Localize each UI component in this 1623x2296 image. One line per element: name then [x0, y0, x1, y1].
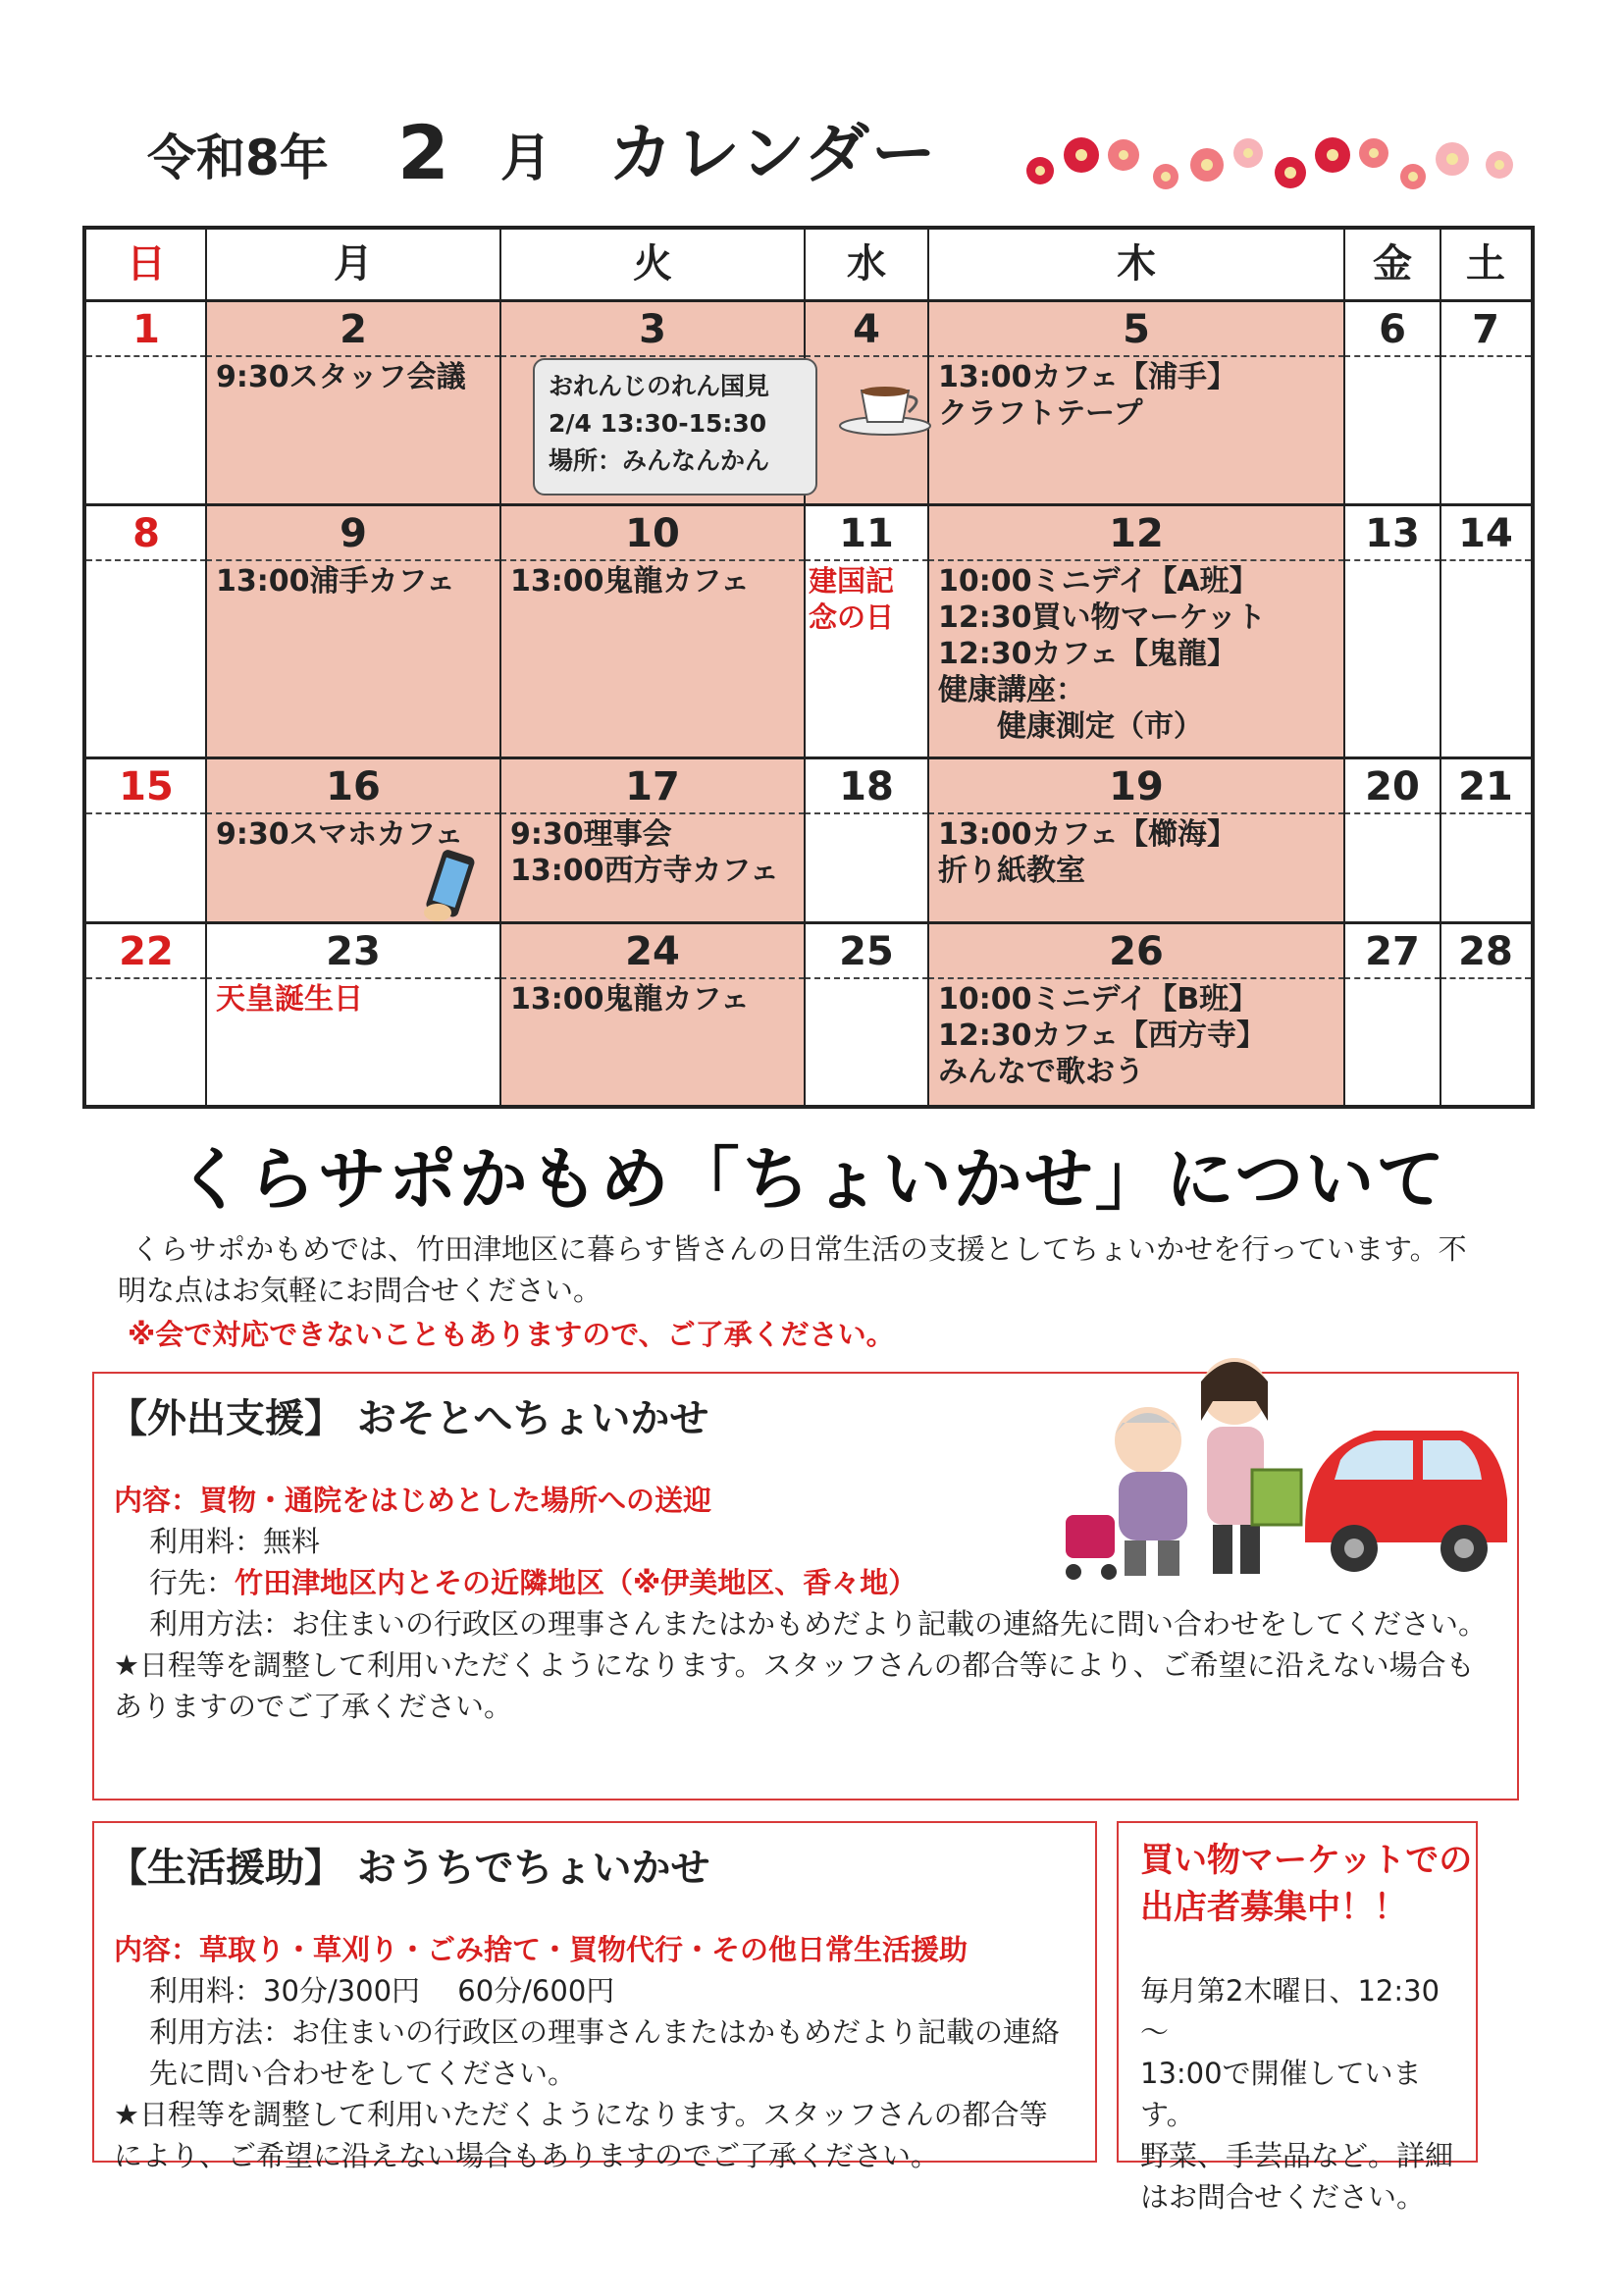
day-number: 15	[86, 757, 206, 814]
day-events: 建国記 念の日	[809, 564, 895, 634]
day-cell	[86, 757, 206, 922]
day-number: 5	[928, 300, 1344, 357]
grid-line	[1440, 230, 1441, 1105]
day-events: 9:30理事会 13:00西方寺カフェ	[510, 817, 779, 888]
day-cell	[1344, 300, 1440, 504]
day-number: 7	[1440, 300, 1531, 357]
day-cell	[928, 757, 1344, 922]
market-recruit-box	[1117, 1821, 1478, 2214]
smartphone-icon	[420, 848, 479, 926]
day-events: 13:00鬼龍カフェ	[510, 982, 750, 1017]
day-cell	[500, 922, 805, 1105]
day-number: 23	[206, 922, 500, 979]
weekday-header: 木	[1117, 241, 1156, 287]
month-number: 2	[397, 109, 449, 196]
weekday-header: 火	[633, 241, 672, 287]
weekday-header: 日	[127, 241, 166, 287]
day-number: 26	[928, 922, 1344, 979]
life-content: 内容：草取り・草刈り・ごみ捨て・買物代行・その他日常生活援助	[114, 1933, 969, 1966]
flower-icon	[1026, 137, 1513, 189]
day-cell	[1440, 504, 1531, 757]
outing-fee: 利用料：無料	[149, 1525, 321, 1558]
day-cell	[805, 922, 928, 1105]
life-fee: 利用料：30分/300円 60分/600円	[149, 1974, 615, 2008]
day-events: 13:00カフェ【浦手】 クラフトテープ	[938, 360, 1236, 431]
page-title: カレンダー	[608, 116, 938, 191]
grid-line	[86, 921, 1531, 924]
outing-content	[114, 1480, 1056, 1521]
outing-heading: 【外出支援】 おそとへちょいかせ	[108, 1396, 709, 1441]
day-cell	[805, 504, 928, 757]
day-cell	[1440, 757, 1531, 922]
day-number: 9	[206, 504, 500, 561]
day-events: 9:30スタッフ会議	[216, 360, 466, 394]
outing-method: 利用方法：お住まいの行政区の理事さんまたはかもめだより記載の連絡先に問い合わせをしてください。	[149, 1607, 1488, 1641]
day-cell	[928, 922, 1344, 1105]
day-cell	[500, 504, 805, 757]
day-cell	[928, 504, 1344, 757]
weekday-header: 月	[334, 241, 373, 287]
life-support-box	[92, 1821, 1097, 2172]
day-number: 18	[805, 757, 928, 814]
day-cell	[500, 757, 805, 922]
day-events: 10:00ミニデイ【A班】 12:30買い物マーケット 12:30カフェ【鬼龍】 健康講座： 健康測定（市）	[938, 564, 1266, 744]
day-number: 21	[1440, 757, 1531, 814]
day-number: 3	[500, 300, 805, 357]
day-events: 13:00カフェ【櫛海】 折り紙教室	[938, 817, 1236, 888]
day-cell	[206, 922, 500, 1105]
life-heading: 【生活援助】 おうちでちょいかせ	[108, 1846, 710, 1891]
day-number: 8	[86, 504, 206, 561]
destination-label: 行先：	[149, 1566, 236, 1599]
grid-line	[927, 230, 929, 1105]
life-details	[114, 1929, 1075, 2176]
day-cell	[86, 922, 206, 1105]
day-cell	[206, 300, 500, 504]
grid-line	[86, 503, 1531, 506]
destination-value: 竹田津地区内とその近隣地区（※伊美地区、香々地）	[235, 1566, 917, 1599]
day-cell	[928, 300, 1344, 504]
day-events: 13:00浦手カフェ	[216, 564, 455, 599]
day-number: 2	[206, 300, 500, 357]
elderly-shopping-car-illustration	[1060, 1332, 1511, 1588]
day-cell	[1344, 922, 1440, 1105]
intro-text: くらサポかもめでは、竹田津地区に暮らす皆さんの日常生活の支援としてちょいかせを行っています。不明な点はお気軽にお問合せください。	[118, 1232, 1467, 1307]
life-star-note: ★日程等を調整して利用いただくようになります。スタッフさんの都合等により、ご希望に沿えない場合もありますのでご了承ください。	[114, 2098, 1048, 2172]
grid-line	[86, 299, 1531, 302]
day-cell	[1440, 300, 1531, 504]
day-cell	[1344, 757, 1440, 922]
day-events: 13:00鬼龍カフェ	[510, 564, 750, 599]
day-number: 10	[500, 504, 805, 561]
day-number: 27	[1344, 922, 1440, 979]
market-heading: 買い物マーケットでの 出店者募集中！！	[1140, 1841, 1473, 1927]
day-number: 11	[805, 504, 928, 561]
day-number: 22	[86, 922, 206, 979]
coffee-cup-icon	[836, 377, 934, 436]
day-number: 19	[928, 757, 1344, 814]
plum-blossom-decoration	[1021, 126, 1531, 204]
day-cell	[86, 300, 206, 504]
day-number: 6	[1344, 300, 1440, 357]
weekday-header: 土	[1466, 241, 1505, 287]
grid-line	[499, 230, 501, 1105]
grid-line	[205, 230, 207, 1105]
day-number: 4	[805, 300, 928, 357]
day-events: 9:30スマホカフェ	[216, 817, 464, 852]
market-body: 毎月第2木曜日、12:30～ 13:00で開催しています。 野菜、手芸品など。詳細 はお問合せください。	[1140, 1974, 1454, 2214]
day-number: 14	[1440, 504, 1531, 561]
outing-star-note: ★日程等を調整して利用いただくようになります。スタッフさんの都合等により、ご希望に沿えない場合もありますのでご了承ください。	[114, 1648, 1475, 1723]
outing-content-line: 内容：買物・通院をはじめとした場所への送迎	[114, 1484, 712, 1517]
day-number: 1	[86, 300, 206, 357]
era-year: 令和8年	[147, 130, 329, 186]
month-unit: 月	[500, 130, 552, 188]
day-number: 20	[1344, 757, 1440, 814]
day-number: 28	[1440, 922, 1531, 979]
day-number: 25	[805, 922, 928, 979]
intro-note: ※会で対応できないこともありますので、ご了承ください。	[128, 1318, 895, 1351]
day-events: 10:00ミニデイ【B班】 12:30カフェ【西方寺】 みんなで歌おう	[938, 982, 1266, 1089]
day-number: 16	[206, 757, 500, 814]
grid-line	[1343, 230, 1345, 1105]
weekday-header: 金	[1373, 241, 1412, 287]
section-title: くらサポかもめ「ちょいかせ」について	[176, 1139, 1447, 1220]
event-callout-bubble: おれんじのれん国見 2/4 13:30-15:30 場所：みんなんかん	[533, 358, 817, 496]
day-number: 12	[928, 504, 1344, 561]
day-number: 24	[500, 922, 805, 979]
calendar-grid	[82, 226, 1535, 1109]
day-cell	[206, 504, 500, 757]
grid-line	[86, 757, 1531, 759]
day-events: 天皇誕生日	[216, 982, 363, 1017]
day-cell	[1440, 922, 1531, 1105]
life-method: 利用方法：お住まいの行政区の理事さんまたはかもめだより記載の連絡先に問い合わせをしてください。	[149, 2015, 1061, 2090]
day-cell	[805, 757, 928, 922]
day-number: 17	[500, 757, 805, 814]
weekday-header: 水	[847, 241, 886, 287]
day-cell	[1344, 504, 1440, 757]
day-number: 13	[1344, 504, 1440, 561]
day-cell	[86, 504, 206, 757]
